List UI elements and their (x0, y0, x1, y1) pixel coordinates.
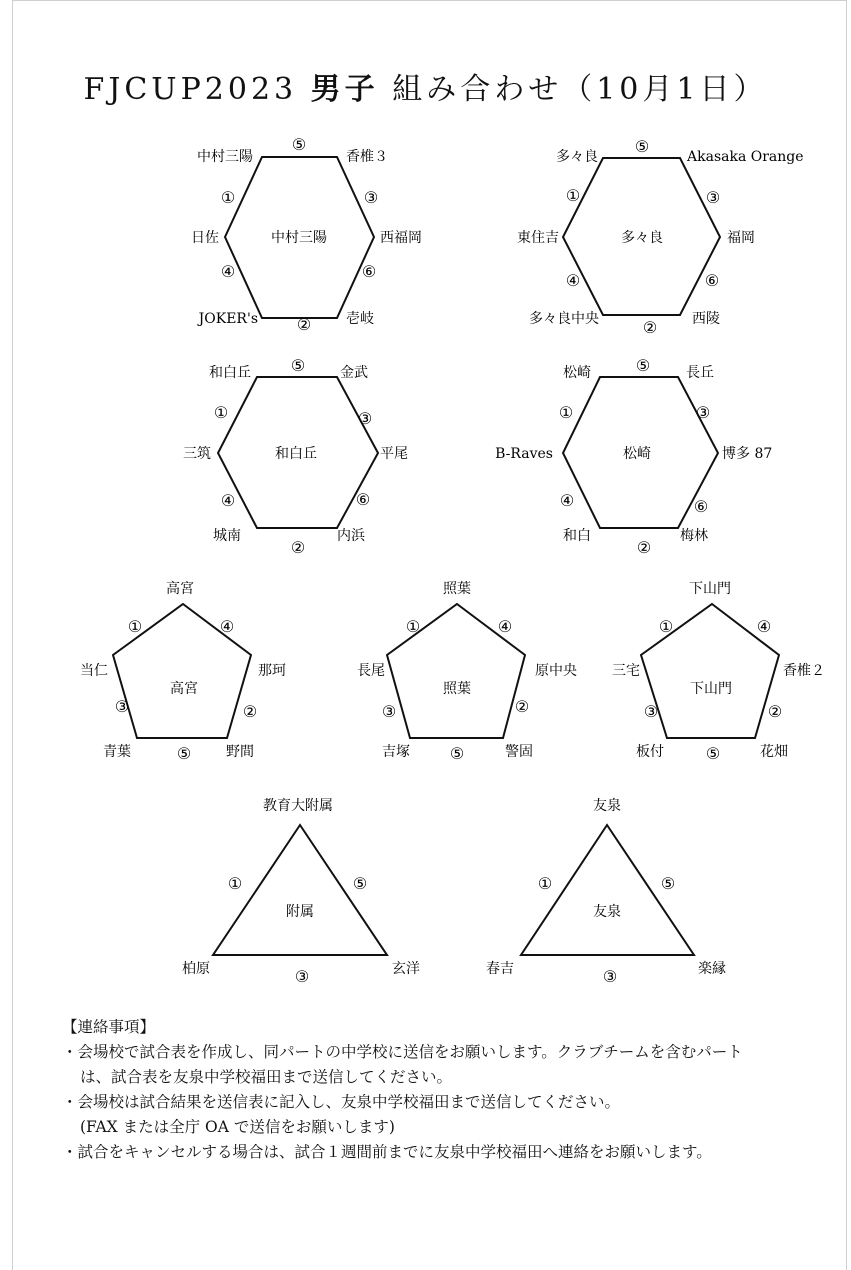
team-label: 吉塚 (382, 744, 410, 760)
note-item-continuation: は、試合表を友泉中学校福田まで送信してください。 (80, 1068, 453, 1086)
team-label: 和白 (563, 528, 591, 544)
round-number: ① (565, 186, 581, 205)
team-label: 青葉 (103, 744, 131, 760)
round-number: ① (537, 874, 553, 893)
team-label: 当仁 (80, 663, 108, 679)
group-venue: 友泉 (593, 904, 621, 920)
round-number: ① (220, 188, 236, 207)
team-label: 花畑 (760, 744, 788, 760)
team-label: 西陵 (692, 311, 720, 327)
team-label: 春吉 (486, 961, 514, 977)
team-label: 三筑 (183, 446, 211, 462)
round-number: ④ (220, 262, 236, 281)
group-venue: 高宮 (170, 681, 198, 697)
round-number: ① (127, 617, 143, 636)
team-label: 多々良 (556, 149, 598, 165)
team-label: Akasaka Orange (687, 149, 804, 165)
group-venue: 中村三陽 (271, 230, 327, 246)
team-label: 城南 (213, 528, 241, 544)
round-number: ③ (114, 697, 130, 716)
team-label: 下山門 (689, 581, 731, 597)
round-number: ③ (695, 403, 711, 422)
title-prefix: FJCUP2023 (83, 72, 298, 107)
note-item: ・試合をキャンセルする場合は、試合１週間前までに友泉中学校福田へ連絡をお願いします。 (62, 1143, 712, 1161)
team-label: 東住吉 (517, 230, 559, 246)
round-number: ⑥ (693, 497, 709, 516)
round-number: ④ (756, 617, 772, 636)
triangle-group-2 (486, 797, 726, 986)
team-label: 友泉 (593, 798, 621, 814)
team-label: 柏原 (182, 961, 210, 977)
team-label: 長尾 (357, 663, 385, 679)
round-number: ④ (220, 491, 236, 510)
round-number: ④ (565, 271, 581, 290)
group-venue: 多々良 (621, 230, 663, 246)
note-item-continuation: (FAX または全庁 OA で送信をお願いします) (80, 1118, 395, 1136)
round-number: ⑤ (352, 874, 368, 893)
triangle-group-1 (182, 797, 420, 986)
team-label: 香椎３ (346, 149, 388, 165)
round-number: ① (558, 403, 574, 422)
hexagon-group-2 (517, 137, 804, 337)
title-bold: 男子 (310, 72, 379, 107)
team-label: 玄洋 (392, 961, 420, 977)
hexagon-group-1 (191, 135, 422, 334)
team-label: 多々良中央 (529, 311, 599, 327)
hexagon-group-3 (183, 356, 408, 557)
round-number: ① (405, 617, 421, 636)
round-number: ⑤ (290, 356, 306, 375)
round-number: ① (227, 874, 243, 893)
pentagon-group-3 (612, 581, 825, 763)
round-number: ⑤ (660, 874, 676, 893)
team-label: JOKER's (198, 311, 258, 327)
round-number: ③ (602, 967, 618, 986)
team-label: 高宮 (166, 581, 194, 597)
team-label: 楽縁 (698, 961, 726, 977)
team-label: 壱岐 (346, 311, 374, 327)
round-number: ② (290, 538, 306, 557)
round-number: ③ (363, 188, 379, 207)
round-number: ⑥ (361, 262, 377, 281)
group-venue: 和白丘 (275, 446, 317, 462)
group-venue: 照葉 (443, 681, 471, 697)
round-number: ⑥ (355, 490, 371, 509)
round-number: ③ (705, 188, 721, 207)
team-label: 野間 (226, 744, 254, 760)
notes-heading: 【連絡事項】 (62, 1018, 156, 1036)
round-number: ② (636, 538, 652, 557)
round-number: ② (514, 697, 530, 716)
team-label: 内浜 (337, 528, 365, 544)
round-number: ④ (497, 617, 513, 636)
hexagon-group-4 (495, 356, 772, 557)
round-number: ⑤ (291, 135, 307, 154)
team-label: 博多 87 (722, 446, 773, 462)
team-label: 松崎 (563, 365, 591, 381)
round-number: ② (242, 702, 258, 721)
round-number: ③ (357, 409, 373, 428)
round-number: ⑤ (449, 744, 465, 763)
round-number: ② (296, 315, 312, 334)
team-label: 板付 (636, 744, 664, 760)
team-label: 照葉 (443, 581, 471, 597)
team-label: B-Raves (495, 446, 553, 462)
round-number: ⑤ (176, 744, 192, 763)
group-venue: 松崎 (623, 446, 651, 462)
round-number: ① (658, 617, 674, 636)
team-label: 西福岡 (380, 230, 422, 246)
round-number: ⑤ (635, 356, 651, 375)
round-number: ③ (294, 967, 310, 986)
team-label: 原中央 (535, 663, 577, 679)
team-label: 平尾 (380, 446, 408, 462)
round-number: ⑥ (704, 271, 720, 290)
group-venue: 附属 (286, 904, 314, 920)
team-label: 那珂 (258, 663, 286, 679)
team-label: 金武 (340, 365, 368, 381)
round-number: ⑤ (634, 137, 650, 156)
pentagon-group-1 (80, 580, 286, 763)
round-number: ① (213, 403, 229, 422)
team-label: 教育大附属 (263, 798, 333, 814)
round-number: ④ (559, 491, 575, 510)
round-number: ② (767, 702, 783, 721)
title-suffix: 組み合わせ（10月1日） (392, 72, 768, 107)
round-number: ③ (643, 702, 659, 721)
round-number: ⑤ (705, 744, 721, 763)
team-label: 香椎２ (783, 663, 825, 679)
team-label: 警固 (505, 744, 533, 760)
team-label: 日佐 (191, 230, 219, 246)
round-number: ② (642, 318, 658, 337)
team-label: 梅林 (680, 528, 708, 544)
note-item: ・会場校は試合結果を送信表に記入し、友泉中学校福田まで送信してください。 (62, 1093, 621, 1111)
round-number: ④ (219, 617, 235, 636)
team-label: 和白丘 (209, 365, 251, 381)
team-label: 長丘 (686, 365, 714, 381)
group-venue: 下山門 (690, 681, 732, 697)
team-label: 福岡 (727, 230, 755, 246)
note-item: ・会場校で試合表を作成し、同パートの中学校に送信をお願いします。クラブチームを含むパート (62, 1043, 743, 1061)
team-label: 三宅 (612, 663, 640, 679)
pentagon-group-2 (357, 580, 577, 763)
team-label: 中村三陽 (197, 149, 253, 165)
notes-section (62, 1015, 842, 1165)
round-number: ③ (381, 702, 397, 721)
